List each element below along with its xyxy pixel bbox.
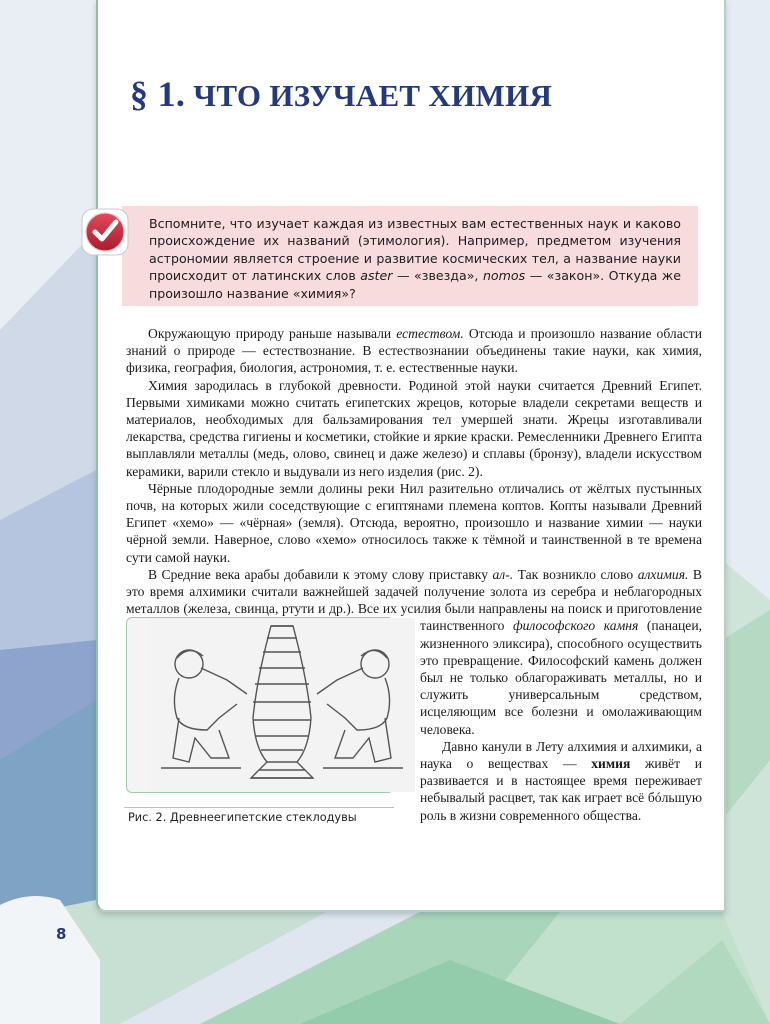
- page-number: 8: [56, 925, 67, 943]
- figure-image: [126, 617, 394, 793]
- paragraph: [126, 325, 702, 377]
- term-alchemy: алхимия.: [637, 566, 689, 582]
- term-chemistry: химия: [591, 756, 631, 772]
- term-philosophers-stone: философского камня: [512, 618, 639, 634]
- text-part: В это время алхимики считали важнейшей задачей получение золота из серебра и неблагородных металлов (железа, свинца, ртути и др.). Все их усилия были направлены на поиск и приготовление таинственного: [126, 566, 702, 634]
- figure-caption: Рис. 2. Древнеегипетские стеклодувы: [128, 811, 357, 825]
- term-aster: aster: [360, 268, 393, 284]
- remember-text-part: Вспомните, что изучает каждая из известных вам естественных наук и каково происхождение их названий (этимология). Например, предметом изучения астрономии является строение и развитие космических тел, а название науки происходит от латинских слов: [149, 216, 681, 284]
- term-estestvo: естеством.: [396, 326, 464, 341]
- main-text: [126, 325, 702, 831]
- term-nomos: nomos: [482, 268, 526, 284]
- term-al: ал-.: [492, 566, 514, 582]
- text-part: Окружающую природу раньше называли: [148, 326, 397, 341]
- remember-text: [149, 215, 681, 302]
- text-part: Так возникло слово: [513, 566, 638, 582]
- figure-divider: [124, 807, 394, 808]
- remember-box: [122, 206, 698, 306]
- section-number: § 1.: [130, 74, 186, 114]
- page-title: [130, 73, 552, 115]
- figure: [126, 617, 406, 831]
- remember-text-part: — «закон». Откуда же произошло название «химия»?: [149, 268, 681, 301]
- text-part: Отсюда и произошло название области знаний о природе — естествознание. В естествознании объединены такие науки, как химия, физика, география, биология, астрономия, т. е. естественные науки.: [126, 326, 702, 376]
- paragraph: Химия зародилась в глубокой древности. Родиной этой науки считается Древний Египет. Первыми химиками можно считать египетских жрецов, которые владели секретами веществ и материалов, необходимых для бальзамирования тел умершей знати. Жрецы изготавливали лекарства, средства гигиены и косметики, стойкие и яркие краски. Ремесленники Древнего Египта выплавляли металлы (медь, олово, свинец и даже железо) и сплавы (бронзу), владели искусством керамики, варили стекло и выдували из него изделия (рис. 2).: [126, 377, 702, 479]
- text-part: Давно канули в Лету алхимия и алхимики, а наука о веществах —: [420, 738, 702, 772]
- text-part: В Средние века арабы добавили к этому слову приставку: [148, 566, 493, 582]
- remember-text-part: — «звезда»,: [392, 268, 483, 284]
- section-title: ЧТО ИЗУЧАЕТ ХИМИЯ: [193, 78, 553, 113]
- checkmark-icon: [80, 207, 130, 257]
- text-part: (панацеи, жизненного эликсира), способного осуществить это превращение. Философский камень должен был не только облагораживать металлы, но и служить универсальным средством, исцеляющим все болезни и омолаживающим человека.: [420, 618, 702, 737]
- paragraph: Чёрные плодородные земли долины реки Нил разительно отличались от жёлтых пустынных почв, на которых жили соседствующие с египтянами племена коптов. Копты называли Древний Египет «хемо» — «чёрная» (земля). Отсюда, вероятно, произошло и название химии — науки чёрной земли. Наверное, слово «хемо» относилось также к тёмной и таинственной в те времена сути самой науки.: [126, 480, 702, 565]
- glassblowers-image: [149, 618, 415, 792]
- text-part: живёт и развивается и в настоящее время переживает небывалый расцвет, так как играет всё бóльшую роль в жизни современного общества.: [420, 756, 702, 823]
